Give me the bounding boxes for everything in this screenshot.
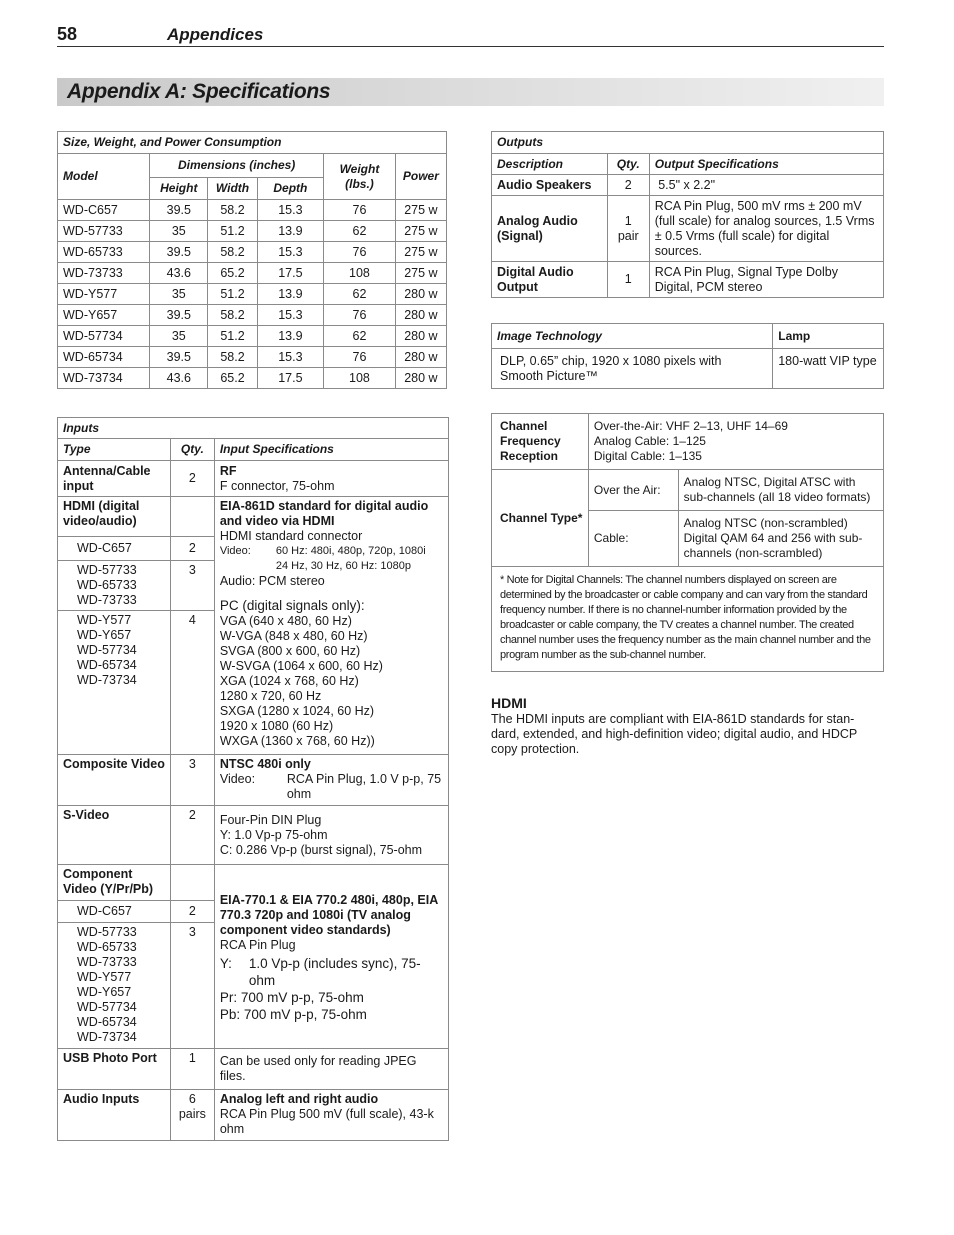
input-spec [214, 755, 448, 806]
col-header-input-spec: Input Specifications [214, 439, 448, 461]
weight-cell: 76 [324, 305, 396, 326]
width-cell: 51.2 [208, 221, 257, 242]
weight-cell: 62 [324, 284, 396, 305]
model-list: WD-57733 WD-65733 WD-73733 WD-Y577 WD-Y657 WD-57734 WD-65734 WD-73734 [58, 923, 171, 1049]
table-row [58, 305, 447, 326]
input-spec [214, 865, 448, 1049]
model-list: WD-C657 [58, 901, 171, 923]
video-value: RCA Pin Plug, 1.0 V p-p, 75 ohm [286, 772, 442, 801]
input-type: USB Photo Port [58, 1049, 171, 1090]
power-cell: 280 w [395, 284, 446, 305]
video-label: Video: [219, 545, 251, 557]
table-caption: Outputs [492, 132, 884, 154]
image-technology-table [491, 323, 884, 389]
col-header-output-spec: Output Specifications [649, 154, 883, 175]
weight-cell: 62 [324, 326, 396, 347]
width-cell: 58.2 [208, 200, 257, 221]
input-qty: 3 [170, 923, 214, 1049]
height-cell: 39.5 [150, 305, 208, 326]
width-cell: 51.2 [208, 284, 257, 305]
width-cell: 58.2 [208, 347, 257, 368]
table-row [492, 470, 884, 511]
width-cell: 51.2 [208, 326, 257, 347]
pr-spec: Pr: 700 mV p-p, 75-ohm [219, 990, 364, 1005]
pc-title: PC (digital signals only): [219, 598, 365, 613]
table-row [58, 497, 449, 537]
power-cell: 280 w [395, 305, 446, 326]
table-row [58, 368, 447, 389]
y-value: 1.0 Vp-p (includes sync), 75-ohm [248, 956, 421, 988]
outputs-table [491, 131, 884, 298]
height-cell: 43.6 [150, 368, 208, 389]
output-spec: RCA Pin Plug, Signal Type Dolby Digital, PCM stereo [649, 262, 883, 298]
input-spec [214, 497, 448, 755]
height-cell: 35 [150, 284, 208, 305]
power-cell: 280 w [395, 347, 446, 368]
spec-title: RF [219, 463, 237, 478]
section-title: Appendices [167, 25, 264, 44]
channel-frequency-value: Over-the-Air: VHF 2–13, UHF 14–69 Analog Cable: 1–125 Digital Cable: 1–135 [588, 414, 883, 470]
title-band [57, 78, 884, 106]
hdmi-paragraph: The HDMI inputs are compliant with EIA-861D standards for stan-dard, extended, and high-definition video; digital audio, and HDCP copy protection. [491, 712, 857, 756]
video-value: 60 Hz: 480i, 480p, 720p, 1080i 24 Hz, 30 Hz, 60 Hz: 1080p [275, 545, 426, 572]
col-header-depth: Depth [257, 178, 324, 200]
cable-value: Analog NTSC (non-scrambled) Digital QAM 64 and 256 with sub-channels (non-scrambled) [678, 511, 883, 567]
model-cell: WD-73733 [58, 263, 150, 284]
power-cell: 275 w [395, 221, 446, 242]
col-header-description: Description [492, 154, 608, 175]
table-row [58, 865, 449, 901]
width-cell: 58.2 [208, 305, 257, 326]
output-qty: 2 [607, 175, 649, 196]
depth-cell: 15.3 [257, 305, 324, 326]
output-spec: RCA Pin Plug, 500 mV rms ± 200 mV (full scale) for analog sources, 1.5 Vrms ± 0.5 Vrms (full scale) for digital sources. [649, 196, 883, 262]
depth-cell: 15.3 [257, 242, 324, 263]
page-header [57, 24, 884, 47]
input-qty: 3 [170, 755, 214, 806]
input-spec: Four-Pin DIN Plug Y: 1.0 Vp-p 75-ohm C: 0.286 Vp-p (burst signal), 75-ohm [214, 806, 448, 865]
spec-title: EIA-770.1 & EIA 770.2 480i, 480p, EIA 770.3 720p and 1080i (TV analog component video standards) [219, 893, 438, 937]
width-cell: 65.2 [208, 368, 257, 389]
input-qty: 4 [170, 611, 214, 755]
spec-title: EIA-861D standard for digital audio and video via HDMI [219, 499, 429, 528]
height-cell: 35 [150, 221, 208, 242]
input-type: Antenna/Cable input [58, 461, 171, 497]
input-qty: 2 [170, 461, 214, 497]
spec-title: NTSC 480i only [219, 757, 311, 771]
table-caption: Inputs [58, 418, 449, 439]
spec-line: HDMI standard connector [219, 529, 363, 543]
weight-cell: 62 [324, 221, 396, 242]
spec-text: F connector, 75-ohm [219, 478, 335, 493]
channel-type-label: Channel Type* [492, 470, 589, 567]
table-row [58, 263, 447, 284]
input-qty: 2 [170, 806, 214, 865]
model-cell: WD-57734 [58, 326, 150, 347]
table-row [58, 200, 447, 221]
input-qty: 3 [170, 561, 214, 611]
input-spec: Can be used only for reading JPEG files. [214, 1049, 448, 1090]
output-description: Digital Audio Output [492, 262, 608, 298]
col-header-width: Width [208, 178, 257, 200]
lamp-value: 180-watt VIP type [773, 349, 884, 389]
input-qty: 1 [170, 1049, 214, 1090]
power-cell: 275 w [395, 200, 446, 221]
width-cell: 65.2 [208, 263, 257, 284]
image-technology-value: DLP, 0.65” chip, 1920 x 1080 pixels with Smooth Picture™ [492, 349, 773, 389]
col-header-weight: Weight (lbs.) [324, 154, 396, 200]
width-cell: 58.2 [208, 242, 257, 263]
height-cell: 39.5 [150, 200, 208, 221]
page-title: Appendix A: Specifications [67, 80, 331, 103]
output-description: Analog Audio (Signal) [492, 196, 608, 262]
col-header-qty: Qty. [170, 439, 214, 461]
height-cell: 39.5 [150, 242, 208, 263]
col-header-height: Height [150, 178, 208, 200]
power-cell: 275 w [395, 242, 446, 263]
table-row [58, 1049, 449, 1090]
input-qty: 2 [170, 901, 214, 923]
height-cell: 35 [150, 326, 208, 347]
model-cell: WD-73734 [58, 368, 150, 389]
output-description: Audio Speakers [492, 175, 608, 196]
input-type: S-Video [58, 806, 171, 865]
model-list: WD-C657 [58, 537, 171, 561]
model-list: WD-57733 WD-65733 WD-73733 [58, 561, 171, 611]
pb-spec: Pb: 700 mV p-p, 75-ohm [219, 1007, 367, 1022]
col-header-dimensions: Dimensions (inches) [150, 154, 324, 178]
hdmi-heading: HDMI [491, 695, 527, 711]
table-row [58, 347, 447, 368]
over-the-air-value: Analog NTSC, Digital ATSC with sub-channels (all 18 video formats) [678, 470, 883, 511]
video-label: Video: [219, 772, 256, 786]
table-row [492, 196, 884, 262]
table-row [492, 349, 884, 389]
model-list: WD-Y577 WD-Y657 WD-57734 WD-65734 WD-73734 [58, 611, 171, 755]
model-cell: WD-Y657 [58, 305, 150, 326]
audio-spec: Audio: PCM stereo [219, 574, 325, 588]
col-header-power: Power [395, 154, 446, 200]
input-spec [214, 1090, 448, 1141]
table-row [58, 326, 447, 347]
height-cell: 39.5 [150, 347, 208, 368]
height-cell: 43.6 [150, 263, 208, 284]
input-type: HDMI (digital video/audio) [58, 497, 171, 537]
depth-cell: 13.9 [257, 326, 324, 347]
col-header-lamp: Lamp [773, 324, 884, 349]
col-header-type: Type [58, 439, 171, 461]
weight-cell: 108 [324, 263, 396, 284]
input-qty: 6 pairs [170, 1090, 214, 1141]
depth-cell: 15.3 [257, 347, 324, 368]
digital-channels-note: * Note for Digital Channels: The channel numbers displayed on screen are determined by the broadcaster or cable company and can vary from the standard frequency number. If there is no channel-number information provided by the broadcaster or cable company, the TV creates a channel number. The created channel number uses the frequency number as the main channel number and the program number as the sub-channel number. [492, 567, 884, 672]
table-row [492, 175, 884, 196]
table-row [58, 806, 449, 865]
input-type: Composite Video [58, 755, 171, 806]
col-header-qty: Qty. [607, 154, 649, 175]
col-header-model: Model [58, 154, 150, 200]
table-row [58, 284, 447, 305]
table-row [58, 221, 447, 242]
table-row [58, 755, 449, 806]
input-type: Audio Inputs [58, 1090, 171, 1141]
input-spec [214, 461, 448, 497]
depth-cell: 17.5 [257, 263, 324, 284]
depth-cell: 17.5 [257, 368, 324, 389]
spec-text: RCA Pin Plug 500 mV (full scale), 43-k ohm [219, 1107, 434, 1136]
size-weight-power-table [57, 131, 447, 389]
input-qty: 2 [170, 537, 214, 561]
output-spec: 5.5" x 2.2" [649, 175, 883, 196]
inputs-table [57, 417, 449, 1141]
model-cell: WD-65734 [58, 347, 150, 368]
table-row [58, 461, 449, 497]
power-cell: 280 w [395, 368, 446, 389]
model-cell: WD-C657 [58, 200, 150, 221]
weight-cell: 76 [324, 200, 396, 221]
table-row [492, 414, 884, 470]
spec-line: RCA Pin Plug [219, 938, 296, 952]
spec-title: Analog left and right audio [219, 1092, 379, 1106]
table-row [58, 1090, 449, 1141]
model-cell: WD-65733 [58, 242, 150, 263]
channel-table [491, 413, 884, 672]
weight-cell: 76 [324, 242, 396, 263]
depth-cell: 13.9 [257, 221, 324, 242]
model-cell: WD-Y577 [58, 284, 150, 305]
power-cell: 280 w [395, 326, 446, 347]
y-label: Y: [219, 956, 232, 971]
cable-label: Cable: [588, 511, 678, 567]
output-qty: 1 [607, 262, 649, 298]
page-number: 58 [57, 24, 78, 44]
over-the-air-label: Over the Air: [588, 470, 678, 511]
output-qty: 1 pair [607, 196, 649, 262]
power-cell: 275 w [395, 263, 446, 284]
depth-cell: 13.9 [257, 284, 324, 305]
table-caption: Size, Weight, and Power Consumption [58, 132, 447, 154]
channel-frequency-label: Channel Frequency Reception [492, 414, 589, 470]
table-row [58, 242, 447, 263]
weight-cell: 108 [324, 368, 396, 389]
pc-modes: VGA (640 x 480, 60 Hz) W-VGA (848 x 480, 60 Hz) SVGA (800 x 600, 60 Hz) W-SVGA (1064 x 600, 60 Hz) XGA (1024 x 768, 60 Hz) 1280 x 720, 60 Hz SXGA (1280 x 1024, 60 Hz) 1920 x 1080 (60 Hz) WXGA (1360 x 768, 60 Hz)) [219, 614, 383, 748]
model-cell: WD-57733 [58, 221, 150, 242]
table-row [492, 262, 884, 298]
input-type: Component Video (Y/Pr/Pb) [58, 865, 171, 901]
weight-cell: 76 [324, 347, 396, 368]
col-header-image-technology: Image Technology [492, 324, 773, 349]
depth-cell: 15.3 [257, 200, 324, 221]
